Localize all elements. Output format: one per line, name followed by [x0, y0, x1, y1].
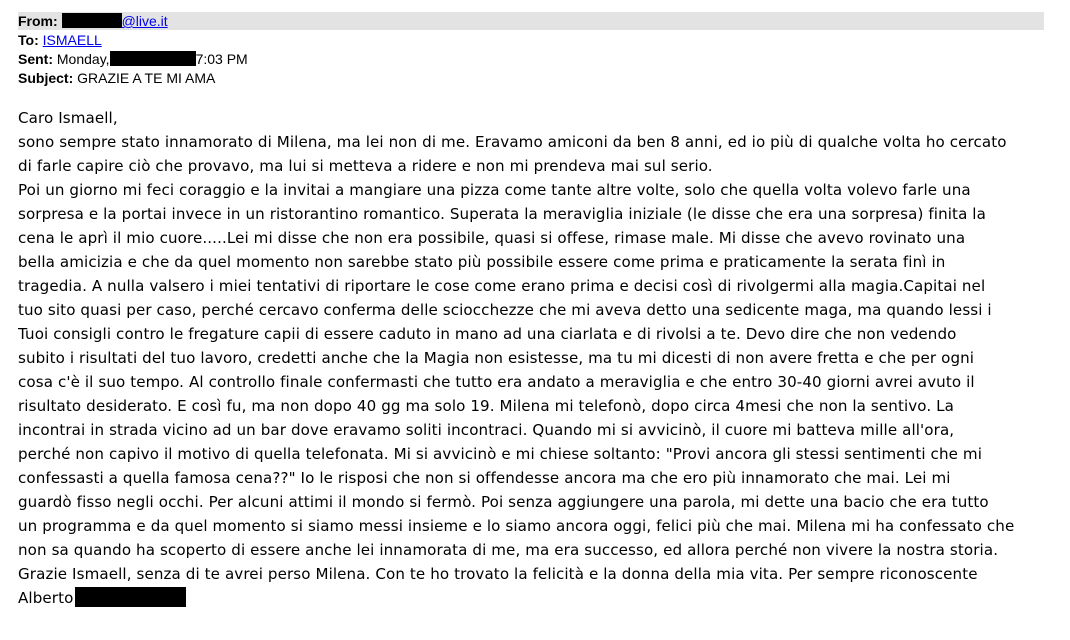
body-line: perché non capivo il motivo di quella telefonata. Mi si avvicinò e mi chiese soltanto: "Provi ancora gli stessi sentimenti che mi: [18, 445, 982, 463]
body-line: confessasti a quella famosa cena??" Io le risposi che non si offendesse ancora ma che ero più innamorato che mai. Lei mi: [18, 469, 951, 487]
from-label: From:: [18, 13, 58, 29]
to-row: [18, 31, 102, 49]
redacted-sent-date: [110, 51, 196, 66]
sent-row: [18, 50, 248, 68]
body-line: cena le aprì il mio cuore.....Lei mi disse che non era possibile, quasi si offese, rimase male. Mi disse che avevo rovinato una: [18, 229, 966, 247]
body-line: guardò fisso negli occhi. Per alcuni attimi il mondo si fermò. Poi senza aggiungere una parola, mi dette una bacio che era tutto: [18, 493, 989, 511]
body-line: risultato desiderato. E così fu, ma non dopo 40 gg ma solo 19. Milena mi telefonò, dopo circa 4mesi che non la sentivo. La: [18, 397, 955, 415]
header-highlight-band: [18, 12, 1044, 30]
greeting: Caro Ismaell,: [18, 109, 118, 127]
body-line: bella amicizia e che da quel momento non sarebbe stato più possibile essere come prima e praticamente la serata finì in: [18, 253, 946, 271]
body-line: un programma e da quel momento si siamo messi insieme e lo siamo ancora oggi, felici più che mai. Milena mi ha confessato che: [18, 517, 1015, 535]
signature-line: [18, 586, 1048, 610]
subject-value: GRAZIE A TE MI AMA: [77, 70, 216, 86]
body-line: sono sempre stato innamorato di Milena, ma lei non di me. Eravamo amiconi da ben 8 anni, ed io più di qualche volta ho cercato: [18, 133, 1007, 151]
body-line: tragedia. A nulla valsero i miei tentativi di riportare le cose come erano prima e decisi così di rivolgermi alla magia.Capitai nel: [18, 277, 986, 295]
redacted-surname: [75, 587, 186, 607]
body-line: tuo sito quasi per caso, perché cercavo conferma delle sciocchezze che mi aveva detto una sedicente maga, ma quando lessi i: [18, 301, 992, 319]
body-line: Poi un giorno mi feci coraggio e la invitai a mangiare una pizza come tante altre volte, solo che quella volta volevo farle una: [18, 181, 971, 199]
to-recipient-link[interactable]: ISMAELL: [42, 32, 102, 48]
body-line: incontrai in strada vicino ad un bar dove eravamo soliti incontraci. Quando mi si avvicinò, il cuore mi batteva mille all'ora,: [18, 421, 955, 439]
signature-name: Alberto: [18, 589, 74, 607]
subject-row: [18, 69, 215, 87]
body-line: Tuoi consigli contro le fregature capii di essere caduto in mano ad una ciarlata e di rivolsi a te. Devo dire che non vedendo: [18, 325, 957, 343]
body-line: sorpresa e la portai invece in un ristorantino romantico. Superata la meraviglia iniziale (le disse che era una sorpresa) finita la: [18, 205, 986, 223]
from-row: [18, 12, 168, 30]
sent-label: Sent:: [18, 51, 53, 67]
sent-day: Monday,: [56, 51, 110, 67]
subject-label: Subject:: [18, 70, 74, 86]
body-line: di farle capire ciò che provavo, ma lui si metteva a ridere e non mi prendeva mai sul serio.: [18, 157, 713, 175]
body-line: cosa c'è il suo tempo. Al controllo finale confermasti che tutto era andato a meraviglia e che entro 30-40 giorni avrei avuto il: [18, 373, 975, 391]
sent-time: 7:03 PM: [195, 51, 248, 67]
from-address-link[interactable]: @live.it: [121, 13, 168, 29]
body-line: non sa quando ha scoperto di essere anche lei innamorata di me, ma era successo, ed allora perché non vivere la nostra storia.: [18, 541, 999, 559]
redacted-sender-name: [62, 13, 122, 28]
body-line: Grazie Ismaell, senza di te avrei perso Milena. Con te ho trovato la felicità e la donna della mia vita. Per sempre riconoscente: [18, 565, 978, 583]
body-line: subito i risultati del tuo lavoro, credetti anche che la Magia non esistesse, ma tu mi dicesti di non avere fretta e che per ogni: [18, 349, 975, 367]
to-label: To:: [18, 32, 39, 48]
message-body: [18, 106, 1048, 610]
